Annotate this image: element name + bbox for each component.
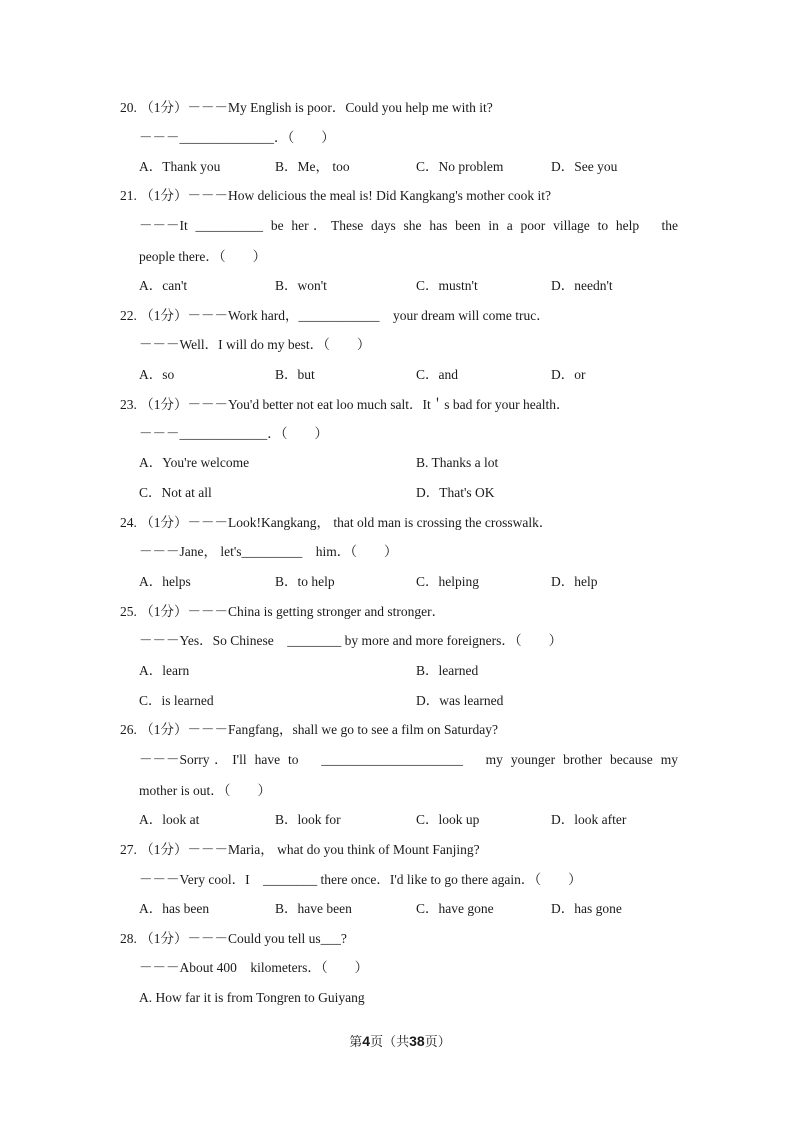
question-21-reply: －－－It __________ be her．These days she has been in a poor village to help the	[139, 218, 678, 233]
question-28-stem	[120, 930, 347, 948]
question-number: 25.	[120, 604, 137, 619]
question-24-stem	[120, 514, 552, 532]
question-23-option-a: A．You're welcome	[139, 455, 250, 470]
question-25-option-a: A．learn	[139, 663, 190, 678]
question-24-option-b: B．to help	[275, 574, 335, 589]
question-26-reply: －－－Sorry．I'll have to _____________________ my younger brother because my	[139, 752, 678, 767]
question-number: 20.	[120, 100, 137, 115]
question-22-option-c: C．and	[416, 367, 458, 382]
question-27-reply: －－－Very cool．I ________ there once．I'd like to go there again．（ ）	[139, 872, 582, 887]
footer-suffix: 页）	[424, 1034, 451, 1049]
question-27-option-c: C．have gone	[416, 901, 494, 916]
question-number: 21.	[120, 188, 137, 203]
page-footer	[0, 1031, 800, 1050]
question-23-option-c: C．Not at all	[139, 485, 212, 500]
question-25-option-c: C．is learned	[139, 693, 214, 708]
question-24-option-d: D．help	[551, 574, 598, 589]
question-23-reply: －－－_____________．（ ）	[139, 426, 328, 441]
question-text: －－－Could you tell us___?	[187, 931, 347, 946]
question-22-reply: －－－Well．I will do my best．（ ）	[139, 337, 371, 352]
question-27-option-b: B．have been	[275, 901, 352, 916]
question-23-option-d: D．That's OK	[416, 485, 495, 500]
question-25-stem	[120, 603, 445, 621]
question-text: －－－How delicious the meal is! Did Kangkang's mother cook it?	[187, 188, 551, 203]
question-score: （1分）	[140, 397, 188, 412]
question-text: －－－You'd better not eat loo much salt．It＇s bad for your health．	[187, 397, 570, 412]
question-21-option-d: D．needn't	[551, 278, 613, 293]
question-26-reply-continued: mother is out．（ ）	[139, 783, 271, 798]
question-25-reply: －－－Yes．So Chinese ________ by more and more foreigners．（ ）	[139, 633, 563, 648]
question-26-option-d: D．look after	[551, 812, 627, 827]
question-23-stem	[120, 396, 570, 414]
question-number: 26.	[120, 722, 137, 737]
question-20-option-a: A．Thank you	[139, 159, 221, 174]
question-number: 24.	[120, 515, 137, 530]
question-26-option-b: B．look for	[275, 812, 341, 827]
question-score: （1分）	[140, 308, 188, 323]
question-21-option-a: A．can't	[139, 278, 188, 293]
question-score: （1分）	[140, 722, 188, 737]
question-21-reply-continued: people there．（ ）	[139, 249, 267, 264]
question-24-reply: －－－Jane， let's_________ him．（ ）	[139, 544, 398, 559]
question-26-option-a: A．look at	[139, 812, 200, 827]
footer-prefix: 第	[349, 1034, 363, 1049]
question-20-option-d: D．See you	[551, 159, 618, 174]
question-text: －－－My English is poor．Could you help me with it?	[187, 100, 493, 115]
page-number: 4	[362, 1033, 371, 1049]
question-22-option-d: D．or	[551, 367, 586, 382]
question-text: －－－Fangfang，shall we go to see a film on Saturday?	[187, 722, 498, 737]
question-score: （1分）	[140, 188, 188, 203]
question-27-stem	[120, 841, 480, 859]
question-26-option-c: C．look up	[416, 812, 480, 827]
question-20-option-b: B．Me， too	[275, 159, 350, 174]
question-24-option-a: A．helps	[139, 574, 191, 589]
question-27-option-a: A．has been	[139, 901, 210, 916]
question-23-option-b: B. Thanks a lot	[416, 455, 499, 470]
question-22-option-b: B．but	[275, 367, 315, 382]
question-number: 22.	[120, 308, 137, 323]
question-28-reply: －－－About 400 kilometers．（ ）	[139, 960, 369, 975]
footer-middle: 页（共	[370, 1034, 410, 1049]
question-score: （1分）	[140, 100, 188, 115]
question-number: 23.	[120, 397, 137, 412]
question-22-stem	[120, 307, 550, 325]
question-21-option-c: C．mustn't	[416, 278, 478, 293]
question-score: （1分）	[140, 515, 188, 530]
question-score: （1分）	[140, 604, 188, 619]
question-21-option-b: B．won't	[275, 278, 327, 293]
question-score: （1分）	[140, 842, 188, 857]
question-21-stem	[120, 187, 551, 205]
question-26-stem	[120, 721, 498, 739]
question-20-reply: －－－______________．（ ）	[139, 130, 335, 145]
total-pages: 38	[409, 1033, 425, 1049]
question-22-option-a: A．so	[139, 367, 175, 382]
question-text: －－－China is getting stronger and stronger．	[187, 604, 446, 619]
question-20-stem	[120, 99, 493, 117]
question-25-option-d: D．was learned	[416, 693, 504, 708]
question-number: 27.	[120, 842, 137, 857]
question-text: －－－Look!Kangkang， that old man is crossing the crosswalk．	[187, 515, 553, 530]
question-25-option-b: B．learned	[416, 663, 479, 678]
question-number: 28.	[120, 931, 137, 946]
question-text: －－－Work hard，____________ your dream will come truc．	[187, 308, 550, 323]
question-text: －－－Maria， what do you think of Mount Fanjing?	[187, 842, 480, 857]
question-24-option-c: C．helping	[416, 574, 479, 589]
question-20-option-c: C．No problem	[416, 159, 504, 174]
question-28-option-a: A. How far it is from Tongren to Guiyang	[139, 990, 365, 1005]
question-score: （1分）	[140, 931, 188, 946]
question-27-option-d: D．has gone	[551, 901, 622, 916]
